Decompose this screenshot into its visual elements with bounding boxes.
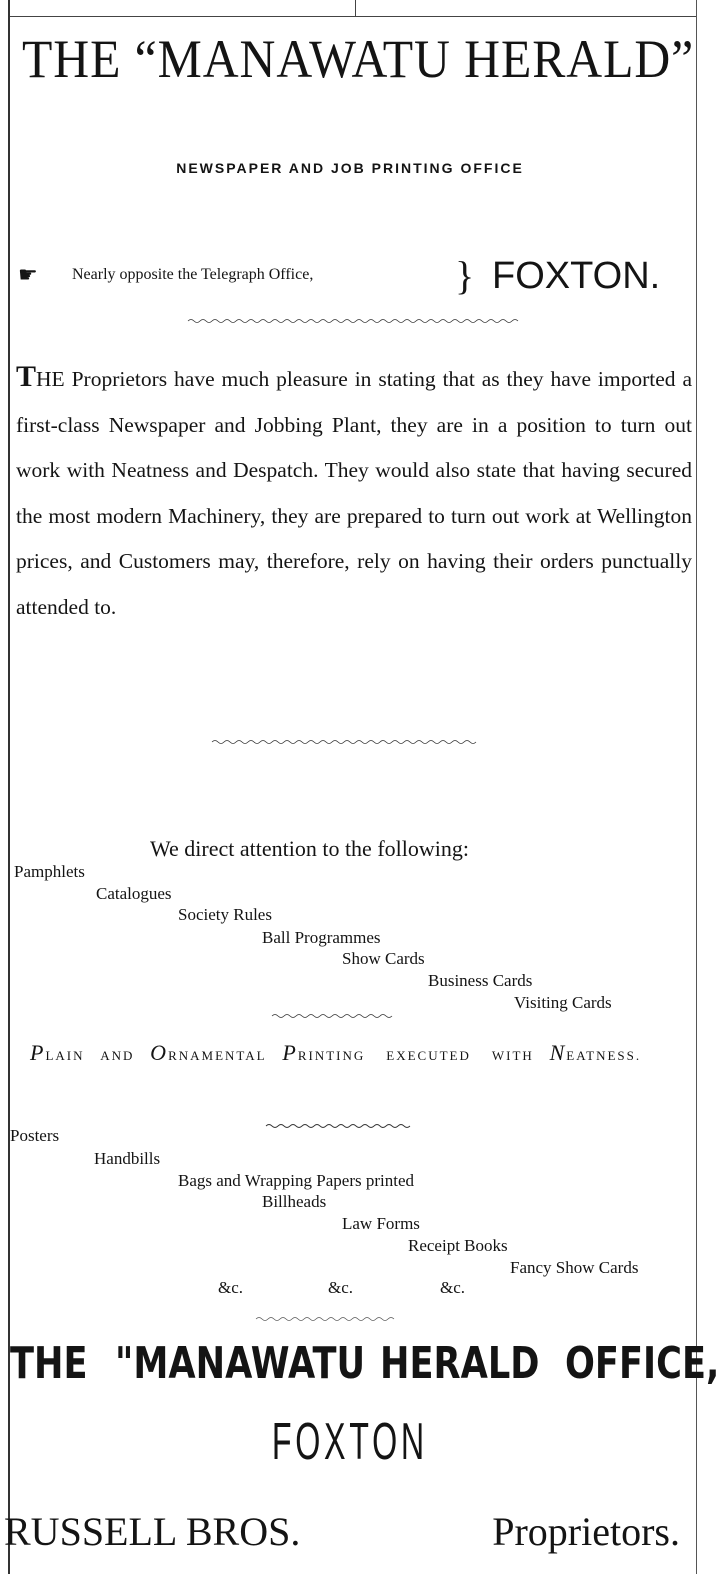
list-item: Visiting Cards [514, 993, 612, 1012]
proprietor-title: Proprietors. [492, 1509, 680, 1554]
announcement-text: HE Proprietors have much pleasure in stating that as they have imported a first-class Newspaper and Jobbing Plant, they are in a position to turn out work with Neatness and Despatch. They would also state that having secured the most modern Machinery, they are prepared to turn out work at Wellington prices, and Customers may, therefore, rely on having their orders punctually attended to. [16, 367, 692, 619]
ornamental-printing-line: PLAIN AND ORNAMENTAL PRINTING EXECUTED WITH NEATNESS. [30, 1040, 642, 1065]
list-intro: We direct attention to the following: [150, 836, 469, 861]
top-rule [10, 16, 696, 17]
etc-mark: &c. [218, 1278, 244, 1297]
list-item: Society Rules [178, 905, 272, 924]
wavy-divider-1 [188, 318, 518, 324]
town-heading: FOXTON. [492, 255, 661, 297]
top-separator [355, 0, 356, 17]
list-item: Handbills [94, 1149, 161, 1168]
brace: } [455, 253, 475, 298]
list-item: Posters [10, 1126, 60, 1145]
list-item: Billheads [262, 1192, 327, 1211]
list-item: Catalogues [96, 884, 172, 903]
wavy-divider-3 [272, 1013, 396, 1019]
proprietor-names: RUSSELL BROS. [4, 1509, 301, 1554]
drop-cap: T [16, 360, 37, 393]
footer-town: FOXTON [271, 1413, 429, 1471]
pointing-hand-icon: ☛ [18, 262, 38, 287]
masthead-title: THE “MANAWATU HERALD” [22, 29, 695, 89]
wavy-divider-4 [266, 1123, 410, 1129]
list-item: Business Cards [428, 971, 533, 990]
list-item: Law Forms [342, 1214, 420, 1233]
list-item: Receipt Books [408, 1236, 508, 1255]
etc-mark: &c. [328, 1278, 354, 1297]
office-name: THE "MANAWATU HERALD OFFICE, [10, 1338, 719, 1389]
list-item: Pamphlets [14, 862, 85, 881]
address-line: Nearly opposite the Telegraph Office, [72, 266, 314, 283]
masthead-subtitle: NEWSPAPER AND JOB PRINTING OFFICE [176, 160, 524, 176]
etc-mark: &c. [440, 1278, 466, 1297]
list-item: Ball Programmes [262, 928, 381, 947]
list-item: Bags and Wrapping Papers printed [178, 1171, 415, 1190]
list-item: Fancy Show Cards [510, 1258, 639, 1277]
wavy-divider-5 [256, 1316, 394, 1322]
wavy-divider-2 [212, 739, 478, 745]
announcement-paragraph [16, 357, 692, 630]
list-item: Show Cards [342, 949, 425, 968]
